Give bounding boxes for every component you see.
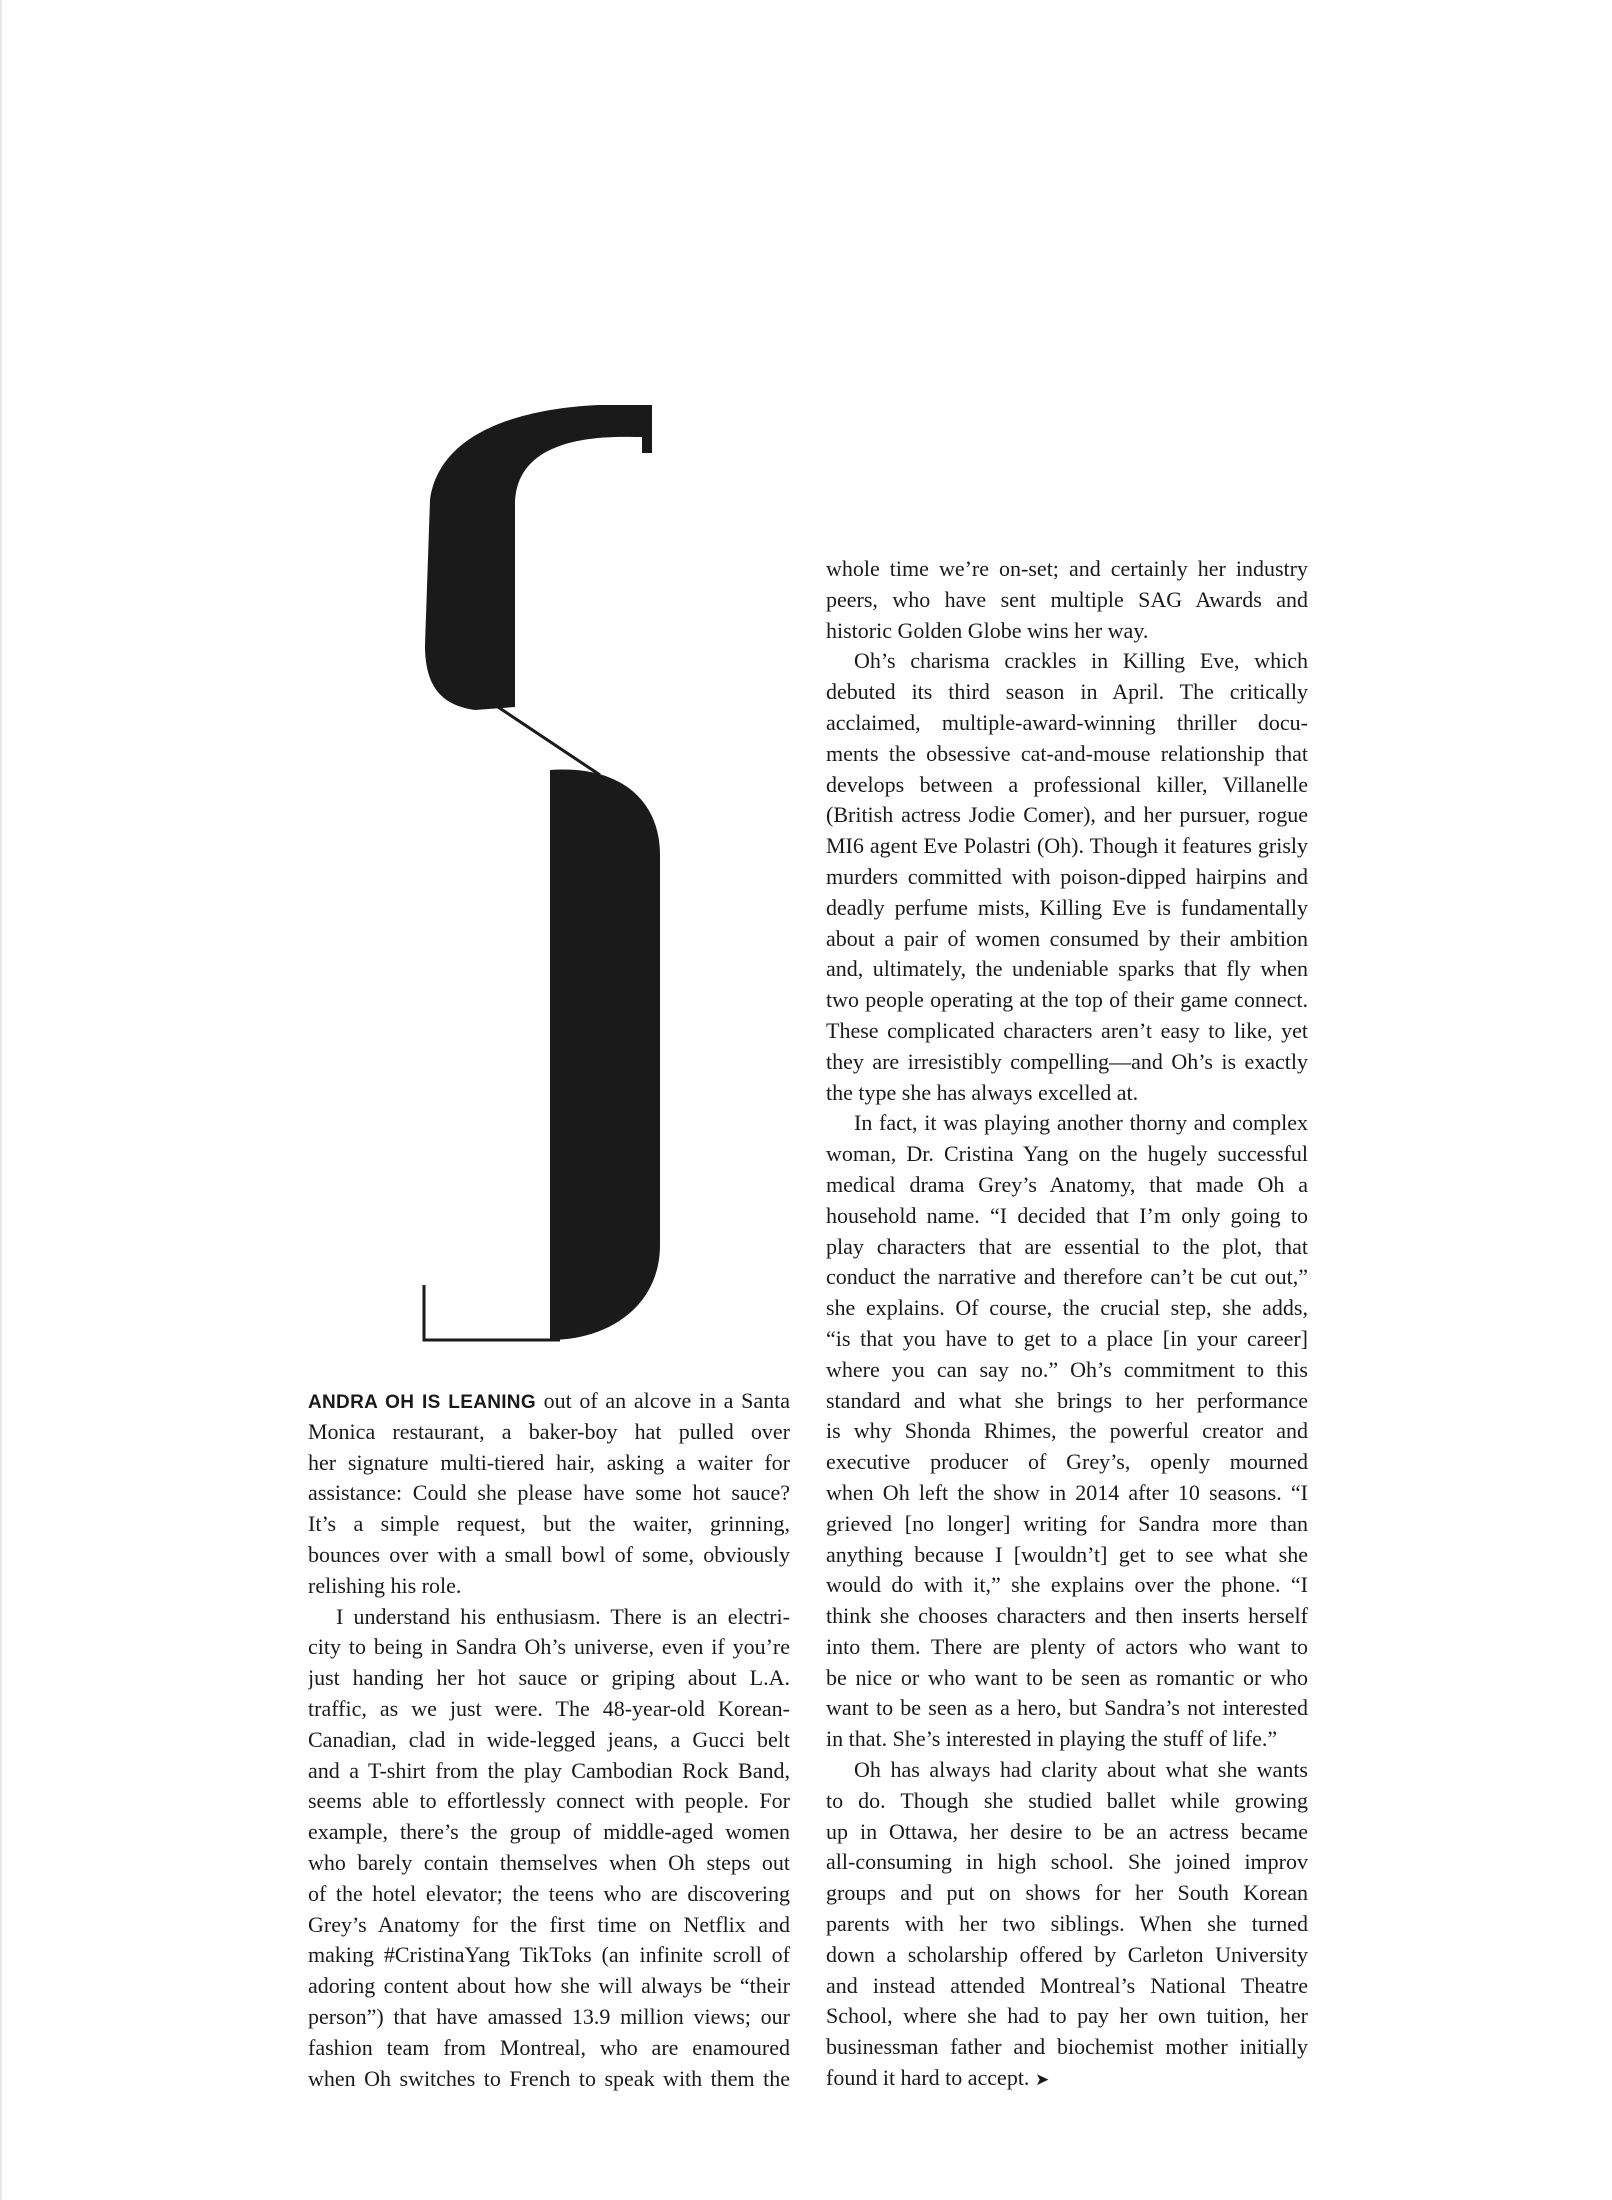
text-line: Oh’s charisma crackles in Killing Eve, which — [854, 648, 1308, 674]
text-line: conduct the narrative and therefore can’t be cut out,” — [826, 1264, 1308, 1290]
text-line: Oh has always had clarity about what she wants — [854, 1757, 1308, 1783]
text-line: making #CristinaYang TikToks (an infinite scroll of — [308, 1942, 790, 1968]
drop-cap-upper-stroke — [425, 405, 650, 710]
text-line: businessman father and biochemist mother initially — [826, 2034, 1308, 2060]
text-line: and instead attended Montreal’s National Theatre — [826, 1972, 1308, 1998]
text-line: traffic, as we just were. The 48-year-old Korean- — [308, 1695, 790, 1721]
text-line: ments the obsessive cat-and-mouse relationship that — [826, 740, 1308, 766]
text-line: when Oh switches to French to speak with them the — [308, 2065, 790, 2091]
page-edge — [0, 0, 2, 2200]
text-line: seems able to effortlessly connect with people. For — [308, 1788, 790, 1814]
text-line: groups and put on shows for her South Korean — [826, 1880, 1308, 1906]
text-line: peers, who have sent multiple SAG Awards and — [826, 586, 1308, 612]
text-line: example, there’s the group of middle-aged women — [308, 1819, 790, 1845]
drop-cap-lower-stroke — [550, 770, 660, 1340]
drop-cap-letter: S — [420, 425, 421, 426]
text-line: just handing her hot sauce or griping about L.A. — [308, 1665, 790, 1691]
text-line: murders committed with poison-dipped hairpins and — [826, 863, 1308, 889]
text-line: grieved [no longer] writing for Sandra more than — [826, 1510, 1308, 1536]
text-line: and a T-shirt from the play Cambodian Rock Band, — [308, 1757, 790, 1783]
text-line: where you can say no.” Oh’s commitment to this — [826, 1356, 1308, 1382]
text-line: who barely contain themselves when Oh steps out — [308, 1849, 790, 1875]
text-line: play characters that are essential to the plot, that — [826, 1233, 1308, 1259]
text-line: whole time we’re on-set; and certainly her industry — [826, 556, 1308, 581]
text-line: about a pair of women consumed by their ambition — [826, 925, 1308, 951]
text-line: historic Golden Globe wins her way. — [826, 617, 1149, 643]
text-line: woman, Dr. Cristina Yang on the hugely successful — [826, 1141, 1308, 1167]
end-mark-icon: ➤ — [1034, 2070, 1050, 2091]
text-line: “is that you have to get to a place [in your career] — [826, 1325, 1308, 1351]
text-line: ANDRA OH IS LEANING out of an alcove in a Santa — [308, 1388, 790, 1413]
text-line: MI6 agent Eve Polastri (Oh). Though it features grisly — [826, 833, 1308, 859]
text-line: person”) that have amassed 13.9 million views; our — [308, 2003, 790, 2029]
text-line: assistance: Could she please have some hot sauce? — [308, 1480, 790, 1506]
drop-cap-s — [420, 405, 670, 1345]
text-line: bounces over with a small bowl of some, obviously — [308, 1541, 790, 1567]
text-line: all-consuming in high school. She joined improv — [826, 1849, 1308, 1875]
text-line: deadly perfume mists, Killing Eve is fundamentally — [826, 894, 1308, 920]
text-line: It’s a simple request, but the waiter, grinning, — [308, 1511, 790, 1537]
text-line: (British actress Jodie Comer), and her pursuer, rogue — [826, 802, 1308, 828]
text-line: These complicated characters aren’t easy to like, yet — [826, 1017, 1308, 1043]
text-line: down a scholarship offered by Carleton University — [826, 1941, 1308, 1967]
text-line: Canadian, clad in wide-legged jeans, a Gucci belt — [308, 1726, 790, 1752]
text-line: parents with her two siblings. When she turned — [826, 1911, 1308, 1937]
text-line: she explains. Of course, the crucial step, she adds, — [826, 1295, 1308, 1321]
text-line: they are irresistibly compelling—and Oh’s is exactly — [826, 1048, 1308, 1074]
text-line: be nice or who want to be seen as romantic or who — [826, 1664, 1308, 1690]
text-line: think she chooses characters and then inserts herself — [826, 1603, 1308, 1629]
text-line: I understand his enthusiasm. There is an electri- — [336, 1603, 790, 1629]
text-line: want to be seen as a hero, but Sandra’s not interested — [826, 1695, 1308, 1721]
text-line: up in Ottawa, her desire to be an actress became — [826, 1818, 1308, 1844]
text-line: to do. Though she studied ballet while growing — [826, 1787, 1308, 1813]
drop-cap-bottom-serif — [424, 1285, 560, 1340]
text-line: Grey’s Anatomy for the first time on Netflix and — [308, 1911, 790, 1937]
text-line: acclaimed, multiple-award-winning thriller docu- — [826, 709, 1308, 735]
text-line: anything because I [wouldn’t] get to see what she — [826, 1541, 1308, 1567]
text-line: into them. There are plenty of actors who want to — [826, 1633, 1308, 1659]
text-line: found it hard to accept. ➤ — [826, 2065, 1050, 2091]
text-line: fashion team from Montreal, who are enamoured — [308, 2034, 790, 2060]
text-line: debuted its third season in April. The critically — [826, 679, 1308, 705]
text-line: two people operating at the top of their game connect. — [826, 987, 1308, 1013]
text-line: In fact, it was playing another thorny and complex — [854, 1110, 1308, 1136]
text-line: adoring content about how she will always be “their — [308, 1973, 790, 1999]
text-line: of the hotel elevator; the teens who are discovering — [308, 1880, 790, 1906]
text-line: in that. She’s interested in playing the stuff of life.” — [826, 1726, 1278, 1752]
text-line: her signature multi-tiered hair, asking a waiter for — [308, 1449, 790, 1475]
drop-cap-diagonal — [435, 665, 600, 775]
text-line: medical drama Grey’s Anatomy, that made Oh a — [826, 1171, 1308, 1197]
text-line: the type she has always excelled at. — [826, 1079, 1139, 1105]
text-line: School, where she had to pay her own tuition, her — [826, 2003, 1308, 2029]
text-line: when Oh left the show in 2014 after 10 seasons. “I — [826, 1479, 1308, 1505]
lead-in: ANDRA OH IS LEANING — [308, 1392, 536, 1413]
text-line: city to being in Sandra Oh’s universe, even if you’re — [308, 1634, 790, 1660]
text-line: Monica restaurant, a baker-boy hat pulled over — [308, 1418, 790, 1444]
text-line: household name. “I decided that I’m only going to — [826, 1202, 1308, 1228]
article-left-column — [308, 1386, 790, 2094]
text-line: standard and what she brings to her performance — [826, 1387, 1308, 1413]
text-line: and, ultimately, the undeniable sparks that fly when — [826, 956, 1308, 982]
text-line: develops between a professional killer, Villanelle — [826, 771, 1308, 797]
text-line: would do with it,” she explains over the phone. “I — [826, 1572, 1308, 1598]
text-line: relishing his role. — [308, 1572, 462, 1598]
drop-cap-top-serif — [642, 405, 652, 453]
text-line: executive producer of Grey’s, openly mourned — [826, 1449, 1308, 1475]
article-right-column — [826, 554, 1308, 2094]
text-line: is why Shonda Rhimes, the powerful creator and — [826, 1418, 1308, 1444]
